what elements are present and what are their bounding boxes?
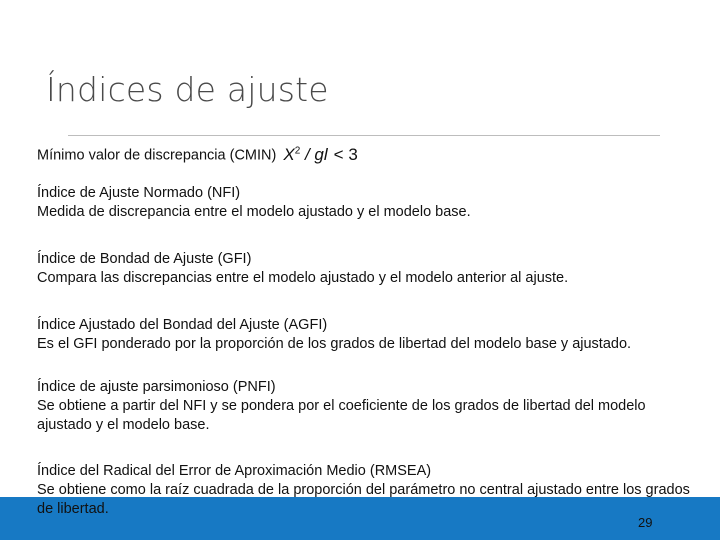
- slide-title: Índices de ajuste: [46, 70, 329, 109]
- title-divider: [68, 135, 660, 136]
- index-block-pnfi: [37, 378, 687, 435]
- index-heading: Índice de Bondad de Ajuste (GFI): [37, 251, 252, 267]
- page-number: 29: [638, 515, 653, 530]
- formula-symbol: X: [283, 144, 295, 164]
- cmin-formula: [283, 145, 357, 164]
- index-description: Se obtiene como la raíz cuadrada de la proporción del parámetro no central ajustado entre los grados de libertad.: [37, 482, 690, 517]
- formula-exponent: 2: [294, 145, 301, 156]
- index-description: Es el GFI ponderado por la proporción de los grados de libertad del modelo base y ajustado.: [37, 336, 632, 352]
- formula-rest: / gl: [300, 144, 328, 164]
- index-block-rmsea: [37, 462, 709, 519]
- index-block-nfi: [37, 184, 471, 222]
- index-description: Compara las discrepancias entre el modelo ajustado y el modelo anterior al ajuste.: [37, 270, 569, 286]
- index-description: Se obtiene a partir del NFI y se pondera por el coeficiente de los grados de libertad del modelo ajustado y el modelo base.: [37, 398, 646, 433]
- index-heading: Índice Ajustado del Bondad del Ajuste (AGFI): [37, 317, 328, 333]
- index-heading: Índice de Ajuste Normado (NFI): [37, 185, 241, 201]
- index-heading: Índice de ajuste parsimonioso (PNFI): [37, 379, 276, 395]
- cmin-label: Mínimo valor de discrepancia (CMIN): [37, 147, 277, 164]
- index-heading: Índice del Radical del Error de Aproximación Medio (RMSEA): [37, 463, 432, 479]
- formula-condition: < 3: [333, 144, 358, 164]
- index-block-gfi: [37, 250, 568, 288]
- index-block-agfi: [37, 316, 631, 354]
- cmin-row: [37, 140, 358, 167]
- index-description: Medida de discrepancia entre el modelo ajustado y el modelo base.: [37, 204, 471, 220]
